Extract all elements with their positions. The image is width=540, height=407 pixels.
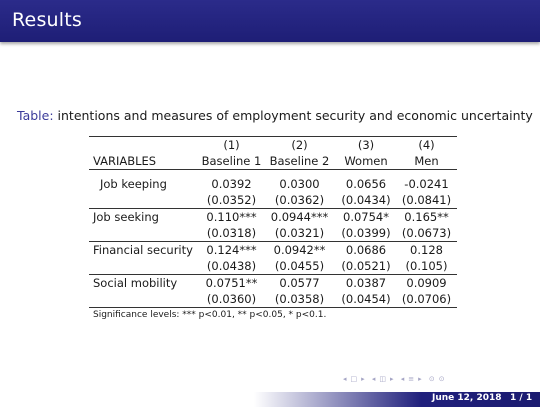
- coef-cell: 0.124***: [200, 241, 263, 258]
- column-number: (1): [200, 137, 263, 154]
- table-row: [89, 274, 457, 291]
- table-row: [89, 176, 457, 192]
- row-label: Job seeking: [89, 208, 200, 225]
- se-cell: (0.0318): [206, 225, 257, 240]
- column-header: Baseline 1: [201, 154, 262, 168]
- se-cell: (0.0521): [341, 258, 391, 273]
- se-cell: (0.0438): [206, 258, 257, 273]
- footer-page-number: 1 / 1: [510, 393, 533, 403]
- row-label: Financial security: [89, 241, 200, 258]
- coef-cell: 0.0392: [211, 176, 252, 191]
- table-row: [89, 241, 457, 258]
- coef-cell: 0.0686: [336, 241, 396, 258]
- coef-cell: 0.0751**: [200, 274, 263, 291]
- align-icon[interactable]: ▸: [418, 375, 423, 383]
- row-label: Job keeping: [100, 176, 167, 191]
- se-cell: (0.0455): [274, 258, 325, 273]
- column-header: Baseline 2: [263, 153, 336, 170]
- se-cell: (0.0706): [401, 291, 452, 306]
- coef-cell: -0.0241: [404, 176, 449, 191]
- results-table: [89, 136, 457, 323]
- first-frame-icon[interactable]: ◂: [343, 375, 348, 383]
- prev-slide-icon[interactable]: ▸: [361, 375, 366, 383]
- coef-cell: 0.0300: [279, 176, 320, 191]
- next-section-icon[interactable]: ▸: [390, 375, 395, 383]
- caption-label: Table:: [17, 108, 54, 123]
- significance-note: Significance levels: *** p<0.01, ** p<0.05, * p<0.1.: [89, 307, 457, 323]
- coef-cell: 0.128: [396, 241, 457, 258]
- se-cell: (0.0321): [274, 225, 325, 240]
- footer-date: June 12, 2018: [432, 393, 502, 403]
- coef-cell: 0.110***: [200, 208, 263, 225]
- prev-section-icon[interactable]: ◫: [379, 375, 388, 383]
- coef-cell: 0.0577: [263, 274, 336, 291]
- footer-bar: [0, 392, 540, 407]
- se-cell: (0.0399): [341, 225, 391, 240]
- column-number: (2): [263, 137, 336, 154]
- table-row: [89, 208, 457, 225]
- se-cell: (0.0454): [341, 291, 391, 306]
- column-header-row: [89, 153, 457, 170]
- table-note-row: [89, 307, 457, 323]
- slide-header: [0, 0, 540, 42]
- coef-cell: 0.0387: [336, 274, 396, 291]
- se-cell: (0.0362): [274, 192, 325, 207]
- row-label: Social mobility: [89, 274, 200, 291]
- column-number: (3): [336, 137, 396, 154]
- variables-header: VARIABLES: [89, 153, 200, 170]
- prev-frame-icon[interactable]: □: [350, 375, 359, 383]
- coef-cell: 0.0656: [345, 176, 387, 191]
- caption-text: intentions and measures of employment security and economic uncertainty: [53, 108, 533, 123]
- next-slide-icon[interactable]: ◂: [371, 375, 377, 383]
- table-row: [89, 192, 457, 209]
- table-caption: [17, 108, 532, 123]
- se-cell: (0.0360): [206, 291, 257, 306]
- column-number-row: [89, 137, 457, 154]
- column-number: (4): [396, 137, 457, 154]
- table-row: [89, 258, 457, 275]
- table-row: [89, 225, 457, 242]
- column-header: Men: [396, 153, 457, 170]
- zoom-icon[interactable]: ⊙: [438, 375, 446, 383]
- beamer-navigation: [343, 375, 540, 387]
- column-header: Women: [336, 153, 396, 170]
- coef-cell: 0.0754*: [336, 208, 396, 225]
- coef-cell: 0.165**: [396, 208, 457, 225]
- se-cell: (0.0673): [401, 225, 452, 240]
- table-row: [89, 291, 457, 308]
- se-cell: (0.0434): [341, 192, 391, 207]
- se-cell: (0.0841): [401, 192, 452, 207]
- search-icon[interactable]: ⊙: [428, 375, 436, 383]
- se-cell: (0.105): [405, 258, 448, 273]
- coef-cell: 0.0944***: [263, 208, 336, 225]
- prev-subsection-icon[interactable]: ◂: [400, 375, 406, 383]
- coef-cell: 0.0942**: [263, 241, 336, 258]
- next-subsection-icon[interactable]: ≡: [408, 375, 416, 383]
- slide-title: Results: [12, 9, 83, 31]
- se-cell: (0.0352): [206, 192, 257, 207]
- coef-cell: 0.0909: [396, 274, 457, 291]
- se-cell: (0.0358): [274, 291, 325, 306]
